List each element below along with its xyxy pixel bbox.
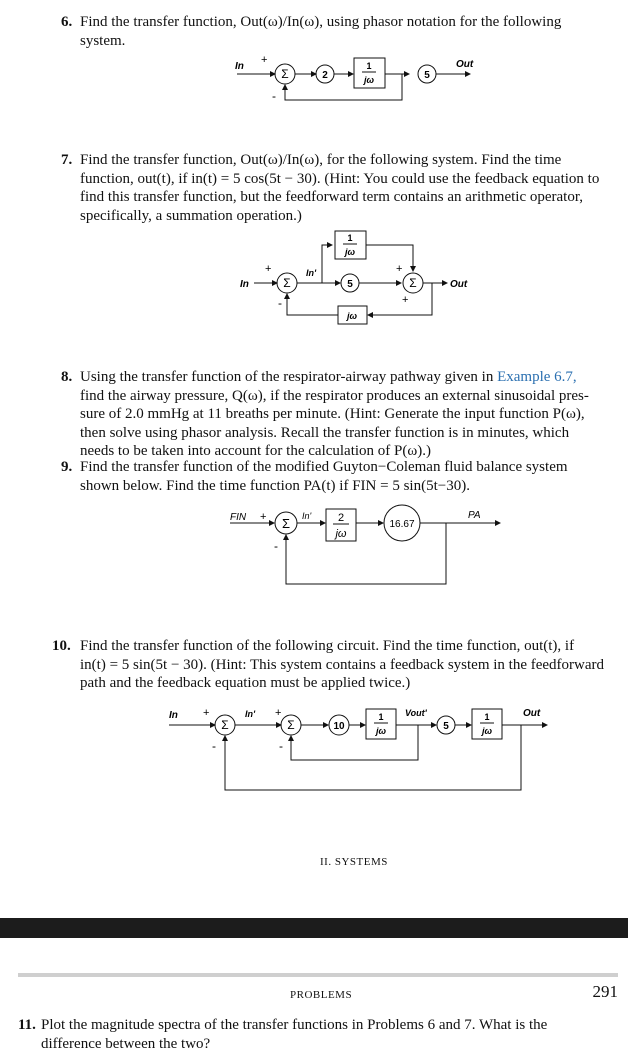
output-label: PA	[468, 510, 481, 521]
integrator-numerator: 1	[347, 233, 353, 243]
sum-symbol: Σ	[287, 718, 295, 732]
sum-symbol: Σ	[221, 718, 229, 732]
sum-symbol: Σ	[281, 516, 291, 531]
diagram-problem-10	[165, 704, 555, 798]
section-footer: II. SYSTEMS	[320, 856, 388, 868]
vout-label: Vout'	[405, 708, 427, 718]
example-link[interactable]: Example 6.7,	[497, 369, 577, 385]
intermediate-label: In'	[306, 268, 317, 278]
problem-text: needs to be taken into account for the calculation of P(ω).)	[80, 443, 431, 460]
minus-sign: -	[274, 539, 278, 553]
block-numerator: 2	[337, 512, 345, 524]
plus-sign: +	[261, 54, 268, 66]
plus-sign: +	[396, 263, 403, 275]
problem-text: then solve using phasor analysis. Recall the transfer function is in minutes, which	[80, 424, 570, 441]
diagram-problem-7	[232, 227, 482, 327]
problem-text: shown below. Find the time function PA(t) if FIN = 5 sin(5t−30).	[80, 477, 470, 494]
problem-text: in(t) = 5 sin(5t − 30). (Hint: This system contains a feedback system in the feedforward	[80, 656, 605, 673]
problem-text: Find the transfer function of the following circuit. Find the time function, out(t), if	[80, 638, 575, 654]
input-label: In	[169, 710, 178, 721]
running-header: PROBLEMS	[290, 989, 353, 1001]
output-label: Out	[450, 279, 468, 290]
diagram-problem-9	[228, 508, 518, 592]
output-label: Out	[523, 708, 541, 719]
problem-number: 10.	[52, 638, 71, 654]
problem-text: Find the transfer function of the modified Guyton−Coleman fluid balance system	[80, 459, 568, 475]
problem-7	[61, 151, 599, 225]
intermediate-label: In'	[245, 709, 256, 719]
problem-number: 6.	[61, 14, 73, 30]
problem-number: 7.	[61, 152, 73, 168]
problem-text: path and the feedback equation must be applied twice.)	[80, 675, 411, 692]
derivative-label: jω	[346, 311, 358, 321]
plus-sign: +	[260, 511, 267, 523]
sum-symbol: Σ	[409, 276, 417, 290]
integrator-denominator: jω	[375, 726, 387, 736]
problem-text: function, out(t), if in(t) = 5 cos(5t − 30). (Hint: You could use the feedback equation to	[80, 170, 600, 187]
plus-sign: +	[402, 294, 409, 306]
output-label: Out	[456, 59, 474, 70]
integrator-numerator: 1	[484, 712, 490, 722]
integrator-numerator: 1	[378, 712, 384, 722]
problem-text: specifically, a summation operation.)	[80, 207, 302, 224]
gain-value: 2	[322, 70, 328, 81]
problem-text: system.	[80, 32, 126, 49]
problem-text: Plot the magnitude spectra of the transfer functions in Problems 6 and 7. What is the	[41, 1017, 548, 1033]
intermediate-label: In'	[302, 511, 312, 521]
problem-text: find the airway pressure, Q(ω), if the respirator produces an external sinusoidal pres-	[80, 387, 589, 404]
block-denominator: jω	[335, 528, 347, 540]
problem-10	[52, 637, 604, 693]
gain-value: 5	[424, 70, 430, 81]
integrator-denominator: jω	[481, 726, 493, 736]
gain-value: 5	[347, 279, 353, 290]
input-label: In	[240, 279, 249, 290]
gain-value: 16.67	[389, 519, 415, 530]
problem-text: difference between the two?	[41, 1035, 211, 1052]
problem-text: Find the transfer function, Out(ω)/In(ω), using phasor notation for the following	[80, 14, 562, 30]
problem-number: 11.	[18, 1017, 36, 1033]
sum-symbol: Σ	[283, 276, 291, 290]
problem-6	[61, 13, 561, 50]
plus-sign: +	[275, 707, 282, 719]
minus-sign: -	[279, 739, 283, 753]
integrator-numerator: 1	[366, 61, 372, 71]
problem-9	[61, 458, 568, 495]
header-rule	[18, 973, 618, 977]
integrator-denominator: jω	[363, 75, 375, 85]
input-label: In	[235, 61, 244, 72]
diagram-problem-6	[225, 55, 475, 105]
integrator-denominator: jω	[344, 247, 356, 257]
minus-sign: -	[212, 739, 216, 753]
gain-value: 10	[333, 721, 345, 732]
problem-text: sure of 2.0 mmHg at 11 breaths per minute. (Hint: Generate the input function P(ω),	[80, 406, 585, 423]
problem-11	[18, 1016, 547, 1053]
plus-sign: +	[265, 263, 272, 275]
minus-sign: -	[272, 89, 276, 103]
minus-sign: -	[278, 296, 282, 310]
problem-text: find this transfer function, but the feedforward term contains an arithmetic operator,	[80, 189, 583, 206]
problem-number: 9.	[61, 459, 73, 475]
problem-number: 8.	[61, 369, 73, 385]
sum-symbol: Σ	[281, 67, 289, 81]
plus-sign: +	[203, 707, 210, 719]
gain-value: 5	[443, 721, 449, 732]
page-number: 291	[592, 982, 618, 1001]
page-separator	[0, 918, 628, 938]
problem-text: Using the transfer function of the respirator-airway pathway given in	[80, 369, 498, 385]
problem-text: Find the transfer function, Out(ω)/In(ω), for the following system. Find the time	[80, 152, 562, 168]
input-label: FIN	[230, 512, 247, 523]
problem-8	[61, 368, 589, 461]
